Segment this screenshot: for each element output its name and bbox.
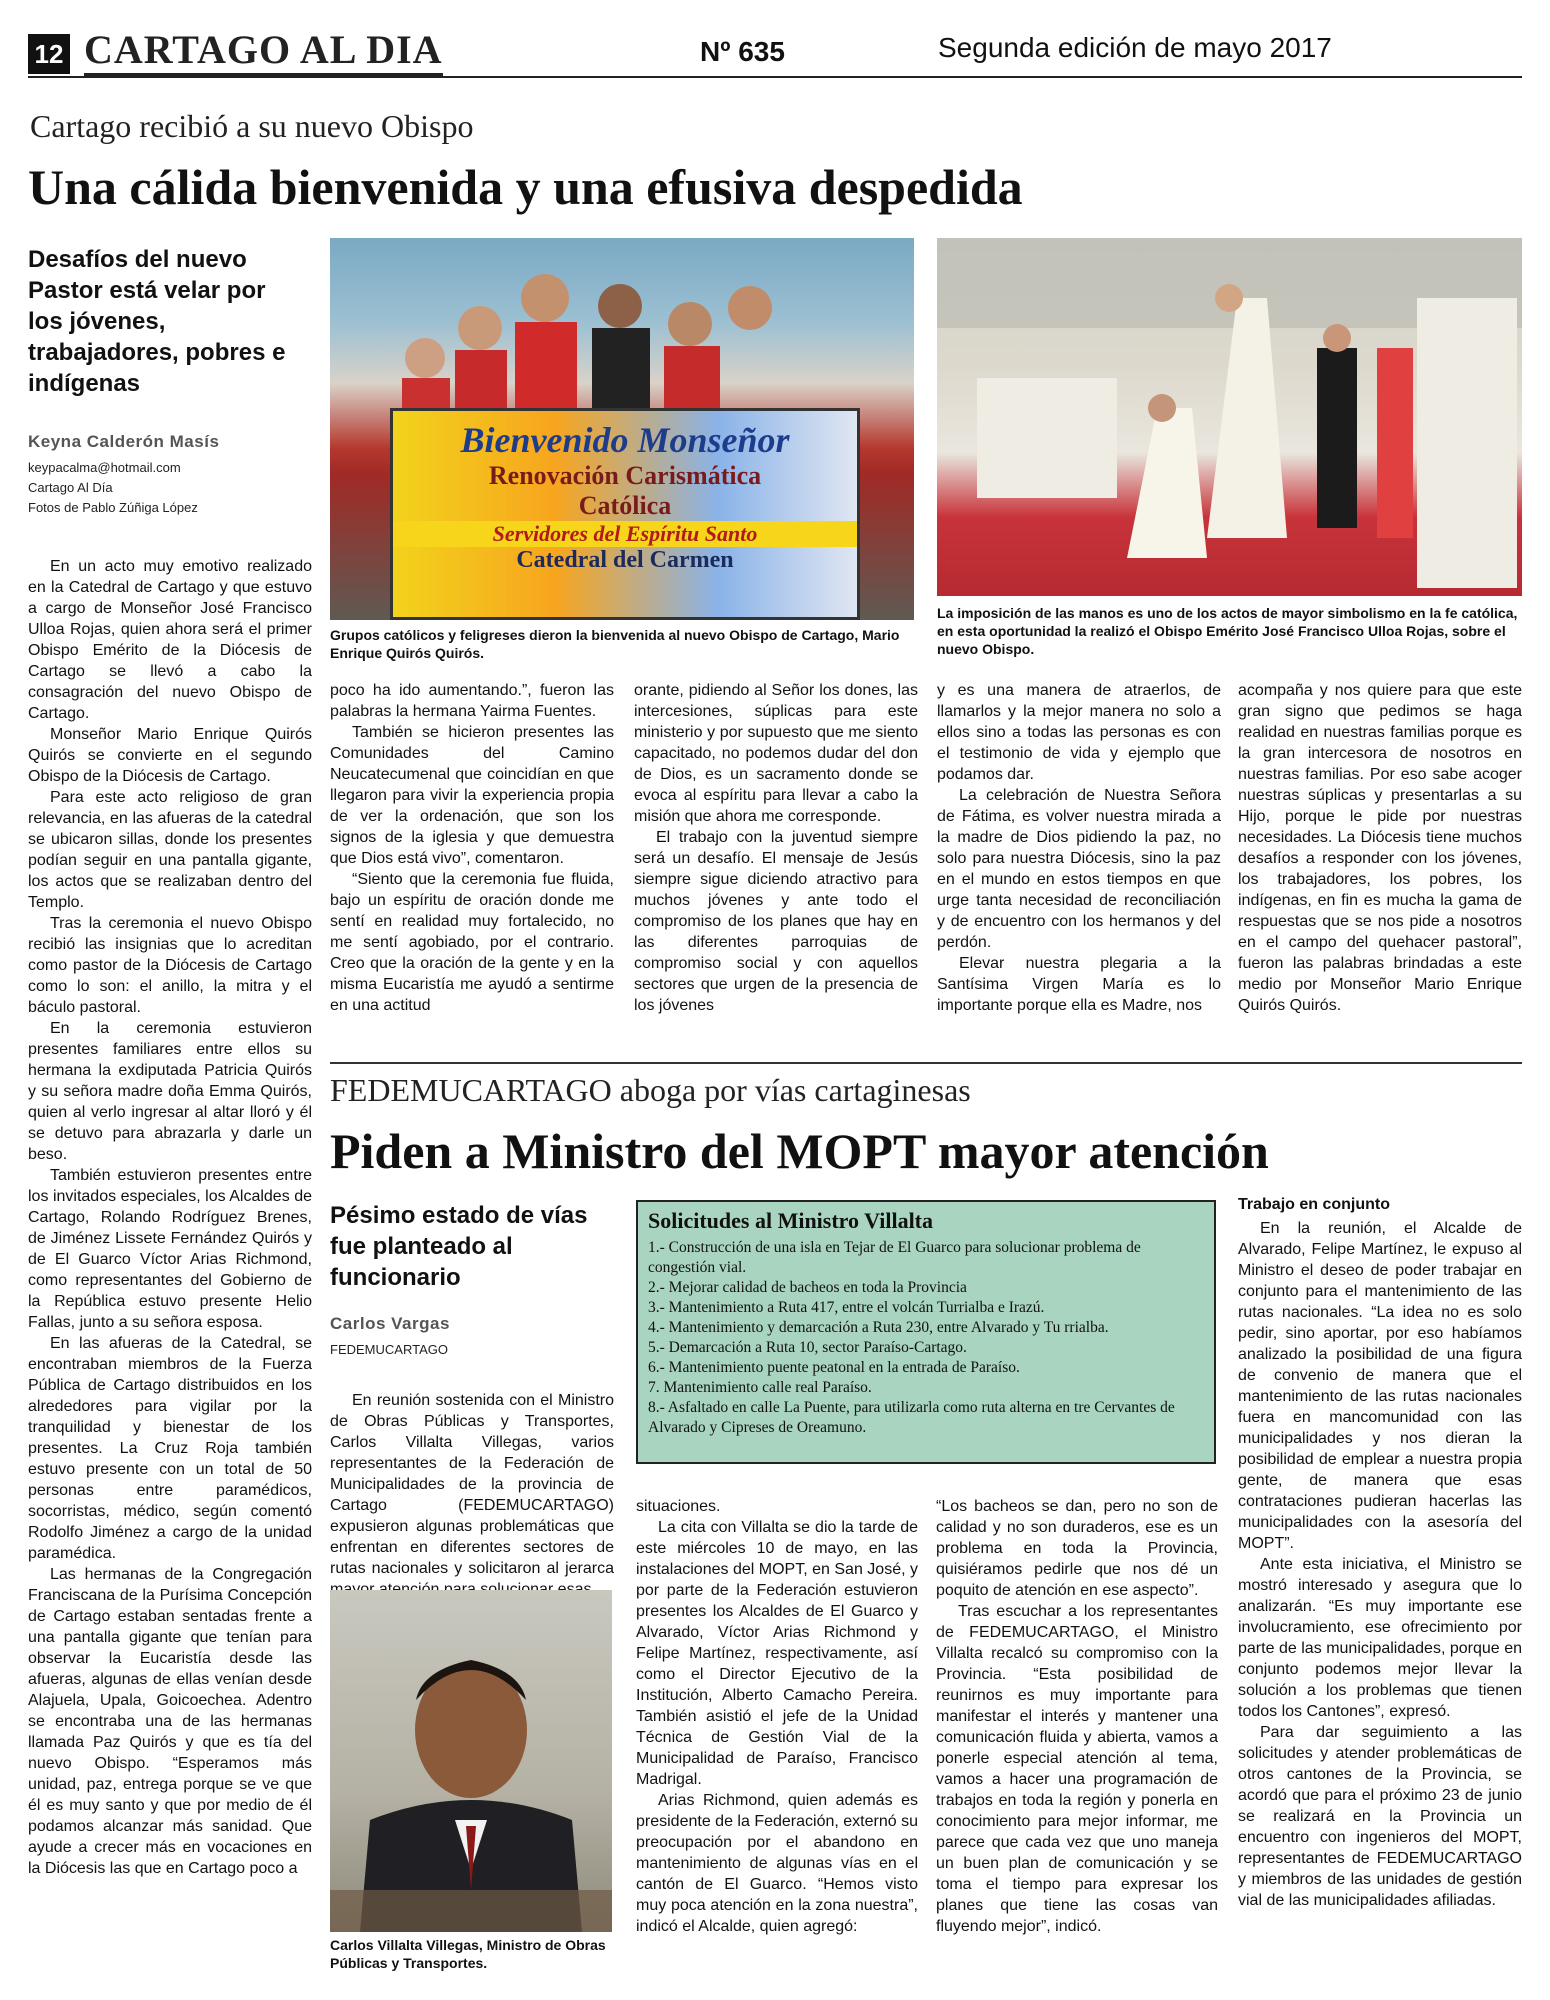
paragraph: “Siento que la ceremonia fue fluida, bajo un espíritu de oración donde me sentí en realidad muy fortalecido, no me sentí agobiado, por el contrario. Creo que la oración de la gente y en la misma Eucaristía me ayudó a sentirme en una actitud <box>330 871 614 1014</box>
article1-deck: Desafíos del nuevo Pastor está velar por los jóvenes, trabajadores, pobres e indígenas <box>28 246 286 397</box>
paragraph: Para dar seguimiento a las solicitudes y atender problemáticas de otros cantones de la Provincia, se acordó que para el próximo 23 de junio se realizará en la Provincia un encuentro con ingenieros del MOPT, representantes de FEDEMUCARTAGO y miembros de las unidades de gestión vial de las municipalidades afiliadas. <box>1238 1724 1522 1909</box>
banner-line-3: Católica <box>578 491 672 520</box>
paragraph: El trabajo con la juventud siempre será un desafío. El mensaje de Jesús siempre sigue diciendo atractivo para muchos jóvenes y ante todo el compromiso de los planes que hay en las diferentes parroquias de compromiso social y con aquellos sectores que urgen de la presencia de los jóvenes <box>634 829 918 1014</box>
banner-line-2: Renovación Carismática <box>488 461 762 490</box>
paragraph: Para este acto religioso de gran relevancia, en las afueras de la catedral se ubicaron sillas, donde los presentes podían seguir en una pantalla gigante, los actos que se realizaban dentro del Templo. <box>28 789 312 911</box>
paragraph: Tras escuchar a los representantes de FEDEMUCARTAGO, el Ministro Villalta recalcó su compromiso con la Provincia. “Esta posibilidad de reunirnos es muy importante para manifestar el interés y mantener una comunicación fluida y abierta, vamos a ponerle especial atención al tema, vamos a hacer una programación de trabajos en toda la región y ponerla en conocimiento para mejor informar, me parece que cada vez que uno maneja un buen plan de comunicación y se toma el tiempo para expresar los planes que tiene las cosas van fluyendo mejor”, indicó. <box>936 1603 1218 1935</box>
request-item: 8.- Asfaltado en calle La Puente, para utilizarla como ruta alterna en tre Cervantes de Alvarado y Cipreses de Oreamuno. <box>648 1399 1175 1436</box>
article1-byline-details <box>28 458 288 518</box>
ordination-photo-art <box>937 238 1522 596</box>
article2-deck: Pésimo estado de vías fue planteado al funcionario <box>330 1202 588 1291</box>
article2-headline: Piden a Ministro del MOPT mayor atención <box>330 1123 1269 1179</box>
article1-column-2 <box>330 680 614 1016</box>
welcome-group-photo <box>330 238 914 620</box>
paragraph: Arias Richmond, quien además es presidente de la Federación, externó su preocupación por el abandono en mantenimiento de algunas vías en el cantón de El Guarco. “Hemos visto muy poca atención en la zona nuestra”, indicó el Alcalde, quien agregó: <box>636 1792 918 1935</box>
article2-kicker: FEDEMUCARTAGO aboga por vías cartaginesas <box>330 1072 971 1108</box>
article1-column-3 <box>634 680 918 1016</box>
article2-column-1 <box>330 1390 614 1600</box>
ordination-photo <box>937 238 1522 596</box>
edition-date: Segunda edición de mayo 2017 <box>938 32 1332 63</box>
minister-photo-caption: Carlos Villalta Villegas, Ministro de Obras Públicas y Transportes. <box>330 1937 606 1971</box>
paragraph: Las hermanas de la Congregación Franciscana de la Purísima Concepción de Cartago estaban sentadas frente a una pantalla gigante que tenían para observar la Eucaristía desde las afueras, algunas de ellas venían desde Alajuela, Upala, Goicoechea. Adentro se encontraba una de las hermanas llamada Paz Quirós y que es tía del nuevo Obispo. “Esperamos más unidad, paz, entrega porque se ve que él es muy santo y que por medio de él podamos alcanzar más sanidad. Que ayude a crecer más en vocaciones en la Diócesis las que en Cartago poco a <box>28 1566 312 1877</box>
requests-box-title: Solicitudes al Ministro Villalta <box>648 1208 934 1233</box>
paragraph: También se hicieron presentes las Comunidades del Camino Neucatecumenal que coincidían en que llegaron para vivir la experiencia propia de ver la ordenación, que son los signos de la iglesia y que demuestra que Dios está vivo”, comentaron. <box>330 724 614 867</box>
paragraph: Tras la ceremonia el nuevo Obispo recibió las insignias que lo acreditan como pastor de la Diócesis de Cartago como lo son: el anillo, la mitra y el báculo pastoral. <box>28 915 312 1016</box>
article1-column-5 <box>1238 680 1522 1016</box>
paragraph: situaciones. <box>636 1498 721 1515</box>
request-item: 3.- Mantenimiento a Ruta 417, entre el volcán Turrialba e Irazú. <box>648 1299 1045 1316</box>
page-number: 12 <box>28 34 70 74</box>
photo2-caption: La imposición de las manos es uno de los actos de mayor simbolismo en la fe católica, en esta oportunidad la realizó el Obispo Emérito José Francisco Ulloa Rojas, sobre el nuevo Obispo. <box>937 605 1518 657</box>
paragraph: y es una manera de atraerlos, de llamarlos y la mejor manera no solo a ellos sino a todas las personas es con el testimonio de vida y ejemplo que podamos dar. <box>937 682 1221 783</box>
minister-photo-art <box>330 1590 612 1932</box>
welcome-banner <box>390 408 860 620</box>
article1-column-4 <box>937 680 1221 1016</box>
request-item: 1.- Construcción de una isla en Tejar de El Guarco para solucionar problema de congestión vial. <box>648 1239 1141 1276</box>
author-outlet: Cartago Al Día <box>28 480 113 495</box>
article2-outlet: FEDEMUCARTAGO <box>330 1342 448 1357</box>
request-item: 7. Mantenimiento calle real Paraíso. <box>648 1379 872 1396</box>
paragraph: En un acto muy emotivo realizado en la Catedral de Cartago y que estuvo a cargo de Monseñor José Francisco Ulloa Rojas, quien ahora será el primer Obispo Emérito de la Diócesis de Cartago se llevó a cabo la consagración del nuevo Obispo de Cartago. <box>28 558 312 722</box>
paragraph: En reunión sostenida con el Ministro de Obras Públicas y Transportes, Carlos Villalta Villegas, varios representantes de la Federación de Municipalidades de la provincia de Cartago (FEDEMUCARTAGO) expusieron algunas problemáticas que enfrentan en diferentes sectores de rutas nacionales y solicitaron al jerarca <box>330 1392 614 1577</box>
paragraph: Elevar nuestra plegaria a la Santísima Virgen María es lo importante porque ella es Madre, nos <box>937 955 1221 1014</box>
article1-headline: Una cálida bienvenida y una efusiva despedida <box>28 159 1023 215</box>
banner-line-5: Catedral del Carmen <box>516 547 734 573</box>
paragraph: En la ceremonia estuvieron presentes familiares entre ellos su hermana la exdiputada Patricia Quirós y su señora madre doña Emma Quirós, quien al verlo ingresar al altar lloró y él se detuvo para abrazarla y darle un beso. <box>28 1020 312 1163</box>
paragraph: La celebración de Nuestra Señora de Fátima, es volver nuestra mirada a la madre de Dios pidiendo la paz, no solo para nuestra Diócesis, sino la paz en el mundo en estos tiempos en que urge tanta necesidad de reconciliación y de encuentro con los hermanos y del perdón. <box>937 787 1221 951</box>
paragraph: Ante esta iniciativa, el Ministro se mostró interesado y asegura que lo analizarán. “Es muy importante ese involucramiento, ese ofrecimiento por parte de las municipalidades, porque en conjunto podemos mejor llevar la solución a los problemas que tienen todos los Cantones”, expresó. <box>1238 1556 1522 1720</box>
requests-box <box>636 1200 1216 1464</box>
request-item: 5.- Demarcación a Ruta 10, sector Paraíso-Cartago. <box>648 1339 967 1356</box>
article2-column-2 <box>636 1496 918 1937</box>
article2-author: Carlos Vargas <box>330 1314 450 1333</box>
header-rule <box>28 76 1522 78</box>
article1-author: Keyna Calderón Masís <box>28 432 220 451</box>
article2-column-3 <box>936 1496 1218 1937</box>
paragraph: “Los bacheos se dan, pero no son de calidad y no son duraderos, ese es un problema en toda la Provincia, quisiéramos pedirle que nos dé un poquito de atención en ese aspecto”. <box>936 1498 1218 1599</box>
banner-line-1: Bienvenido Monseñor <box>460 420 790 460</box>
sidebar-subhead: Trabajo en conjunto <box>1238 1196 1391 1213</box>
paragraph: También estuvieron presentes entre los invitados especiales, los Alcaldes de Cartago, Rolando Rodríguez Brenes, de Jiménez Lissete Fernández Quirós y de El Guarco Víctor Arias Richmond, como representantes del Gobierno de la República estuvo presente Helio Fallas, junto a su señora esposa. <box>28 1167 312 1331</box>
paragraph: En la reunión, el Alcalde de Alvarado, Felipe Martínez, le expuso al Ministro el deseo de poder trabajar en conjunto para el mantenimiento de las rutas nacionales. “La idea no es solo pedir, sino aportar, por eso habíamos analizado la posibilidad de una figura de convenio de manera que el mantenimiento de las rutas nacionales fuera en mancomunidad con las municipalidades y nos dieran la posibilidad de emplear a nuestra propia gente, de manera que esas contrataciones pudieran hacerlas las municipalidades con la asesoría del MOPT”. <box>1238 1220 1522 1552</box>
edition-number: Nº 635 <box>700 36 785 67</box>
paragraph: poco ha ido aumentando.”, fueron las palabras la hermana Yairma Fuentes. <box>330 682 614 720</box>
request-item: 2.- Mejorar calidad de bacheos en toda la Provincia <box>648 1279 967 1296</box>
minister-photo <box>330 1590 612 1932</box>
article2-column-4 <box>1238 1218 1522 1911</box>
newspaper-logo: CARTAGO AL DIA <box>84 26 443 76</box>
author-email: keypacalma@hotmail.com <box>28 460 181 475</box>
request-item: 4.- Mantenimiento y demarcación a Ruta 230, entre Alvarado y Tu rrialba. <box>648 1319 1109 1336</box>
request-item: 6.- Mantenimiento puente peatonal en la entrada de Paraíso. <box>648 1359 1020 1376</box>
paragraph: Monseñor Mario Enrique Quirós Quirós se convierte en el segundo Obispo de la Diócesis de Cartago. <box>28 726 312 785</box>
article1-column-1 <box>28 556 312 1879</box>
paragraph: acompaña y nos quiere para que este gran signo que pedimos se haga realidad en nuestras familias porque es la gran intercesora de nosotros en nuestras familias. Por eso sabe acoger nuestras súplicas y presentarlas a su Hijo, porque le pide por nuestras necesidades. La Diócesis tiene muchos desafíos a responder con los jóvenes, los trabajadores, los pobres, los indígenas, en fin es mucha la gama de respuestas que se nos pide a nosotros en el campo del quehacer pastoral”, fueron las palabras brindadas a este medio por Monseñor Mario Enrique Quirós Quirós. <box>1238 682 1522 1014</box>
paragraph: La cita con Villalta se dio la tarde de este miércoles 10 de mayo, en las instalaciones del MOPT, en San José, y por parte de la Federación estuvieron presentes los Alcaldes de El Guarco y Alvarado, Víctor Arias Richmond y Felipe Martínez, respectivamente, así como el Director Ejecutivo de la Institución, Alberto Camacho Pereira. También asistió el jefe de la Unidad Técnica de Gestión Vial de la Municipalidad de Paraíso, Francisco Madrigal. <box>636 1519 918 1788</box>
paragraph: orante, pidiendo al Señor los dones, las intercesiones, súplicas para este ministerio y por supuesto que me siento capacitado, no podemos dudar del don de Dios, es un sacramento donde se evoca al espíritu para llevar a cabo la misión que ahora me corresponde. <box>634 682 918 825</box>
photo-credit: Fotos de Pablo Zúñiga López <box>28 500 198 515</box>
section-divider <box>330 1062 1522 1064</box>
paragraph: En las afueras de la Catedral, se encontraban miembros de la Fuerza Pública de Cartago distribuidos en los alrededores para vigilar por la tranquilidad y bienestar de los presentes. La Cruz Roja también estuvo presente con un total de 50 personas entre paramédicos, socorristas, médico, según comentó Rodolfo Jiménez a cargo de la unidad paramédica. <box>28 1335 312 1562</box>
banner-line-4: Servidores del Espíritu Santo <box>393 521 857 547</box>
photo1-caption: Grupos católicos y feligreses dieron la bienvenida al nuevo Obispo de Cartago, Mario Enrique Quirós Quirós. <box>330 627 900 661</box>
article1-kicker: Cartago recibió a su nuevo Obispo <box>30 108 474 144</box>
